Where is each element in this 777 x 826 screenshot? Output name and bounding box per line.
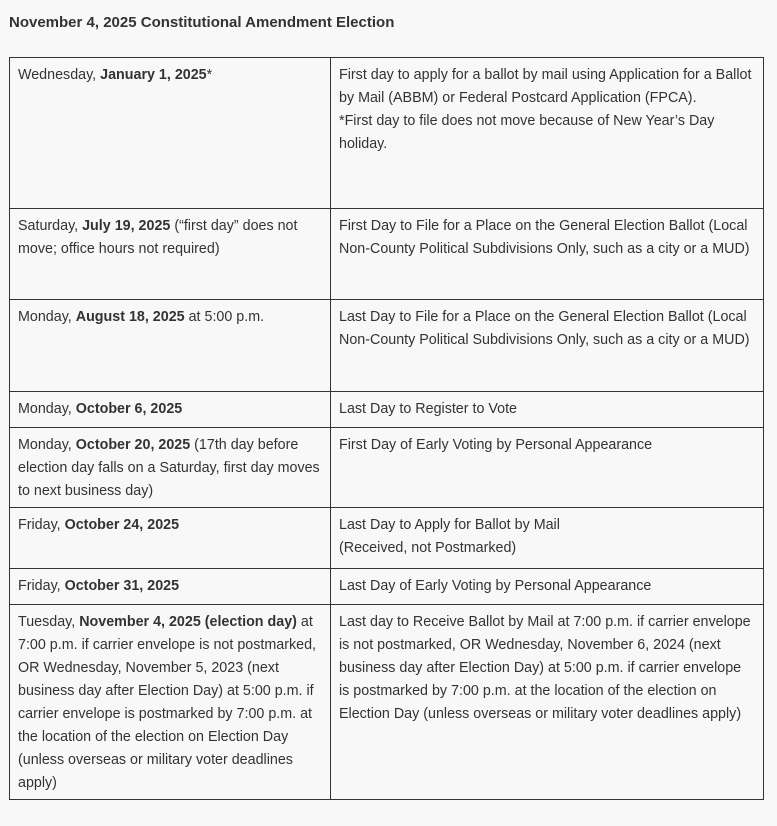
election-calendar-table xyxy=(9,57,764,800)
date: October 20, 2025 xyxy=(75,437,191,453)
event-note: (Received, not Postmarked) xyxy=(339,540,517,556)
event-text: First Day to File for a Place on the General Election Ballot (Local Non-County Political Subdivisions Only, such as a city or a MUD) xyxy=(339,218,750,257)
date: November 4, 2025 (election day) xyxy=(79,614,297,630)
table-row xyxy=(10,605,764,800)
weekday: Monday, xyxy=(18,309,76,325)
event-text: Last Day to Apply for Ballot by Mail xyxy=(339,517,560,533)
date-note: * xyxy=(206,67,213,83)
event-cell xyxy=(331,300,764,392)
date-cell xyxy=(10,392,331,428)
event-text: Last Day to File for a Place on the General Election Ballot (Local Non-County Political Subdivisions Only, such as a city or a MUD) xyxy=(339,309,750,348)
event-note: *First day to file does not move because of New Year’s Day holiday. xyxy=(339,113,715,152)
event-text: Last Day of Early Voting by Personal Appearance xyxy=(339,578,652,594)
date-note: (17th day before election day falls on a Saturday, first day moves to next business day) xyxy=(18,437,320,499)
weekday: Friday, xyxy=(18,578,65,594)
event-cell xyxy=(331,605,764,800)
table-row xyxy=(10,428,764,508)
table-row xyxy=(10,300,764,392)
date: October 6, 2025 xyxy=(75,401,183,417)
date: October 31, 2025 xyxy=(64,578,180,594)
weekday: Monday, xyxy=(18,437,76,453)
table-row xyxy=(10,508,764,569)
date-cell xyxy=(10,508,331,569)
weekday: Friday, xyxy=(18,517,65,533)
weekday: Tuesday, xyxy=(18,614,80,630)
date-cell xyxy=(10,605,331,800)
page-title: November 4, 2025 Constitutional Amendment Election xyxy=(9,14,395,31)
event-cell xyxy=(331,508,764,569)
table-row xyxy=(10,392,764,428)
event-cell xyxy=(331,428,764,508)
weekday: Wednesday, xyxy=(18,67,101,83)
table-row xyxy=(10,58,764,209)
date: January 1, 2025 xyxy=(100,67,207,83)
event-text: First Day of Early Voting by Personal Appearance xyxy=(339,437,653,453)
table-row xyxy=(10,569,764,605)
event-cell xyxy=(331,209,764,300)
date-note: at 7:00 p.m. if carrier envelope is not postmarked, OR Wednesday, November 5, 2023 (next business day after Election Day) at 5:00 p.m. if carrier envelope is postmarked by 7:00 p.m. at the location of the election on Election Day (unless overseas or military voter deadlines apply) xyxy=(18,614,316,791)
event-cell xyxy=(331,392,764,428)
event-cell xyxy=(331,569,764,605)
date-cell xyxy=(10,58,331,209)
event-cell xyxy=(331,58,764,209)
date-note: (“first day” does not move; office hours not required) xyxy=(18,218,298,257)
table-row xyxy=(10,209,764,300)
date: July 19, 2025 xyxy=(82,218,171,234)
event-text: First day to apply for a ballot by mail using Application for a Ballot by Mail (ABBM) or Federal Postcard Application (FPCA). xyxy=(339,67,752,106)
event-text: Last Day to Register to Vote xyxy=(339,401,518,417)
weekday: Saturday, xyxy=(18,218,83,234)
event-text: Last day to Receive Ballot by Mail at 7:00 p.m. if carrier envelope is not postmarked, OR Wednesday, November 6, 2024 (next business day after Election Day) at 5:00 p.m. if carrier envelope is postmarked by 7:00 p.m. at the location of the election on Election Day (unless overseas or military voter deadlines apply) xyxy=(339,614,751,722)
date-cell xyxy=(10,428,331,508)
date: October 24, 2025 xyxy=(64,517,180,533)
date-cell xyxy=(10,300,331,392)
date: August 18, 2025 xyxy=(75,309,185,325)
weekday: Monday, xyxy=(18,401,76,417)
date-cell xyxy=(10,569,331,605)
date-note: at 5:00 p.m. xyxy=(184,309,265,325)
date-cell xyxy=(10,209,331,300)
